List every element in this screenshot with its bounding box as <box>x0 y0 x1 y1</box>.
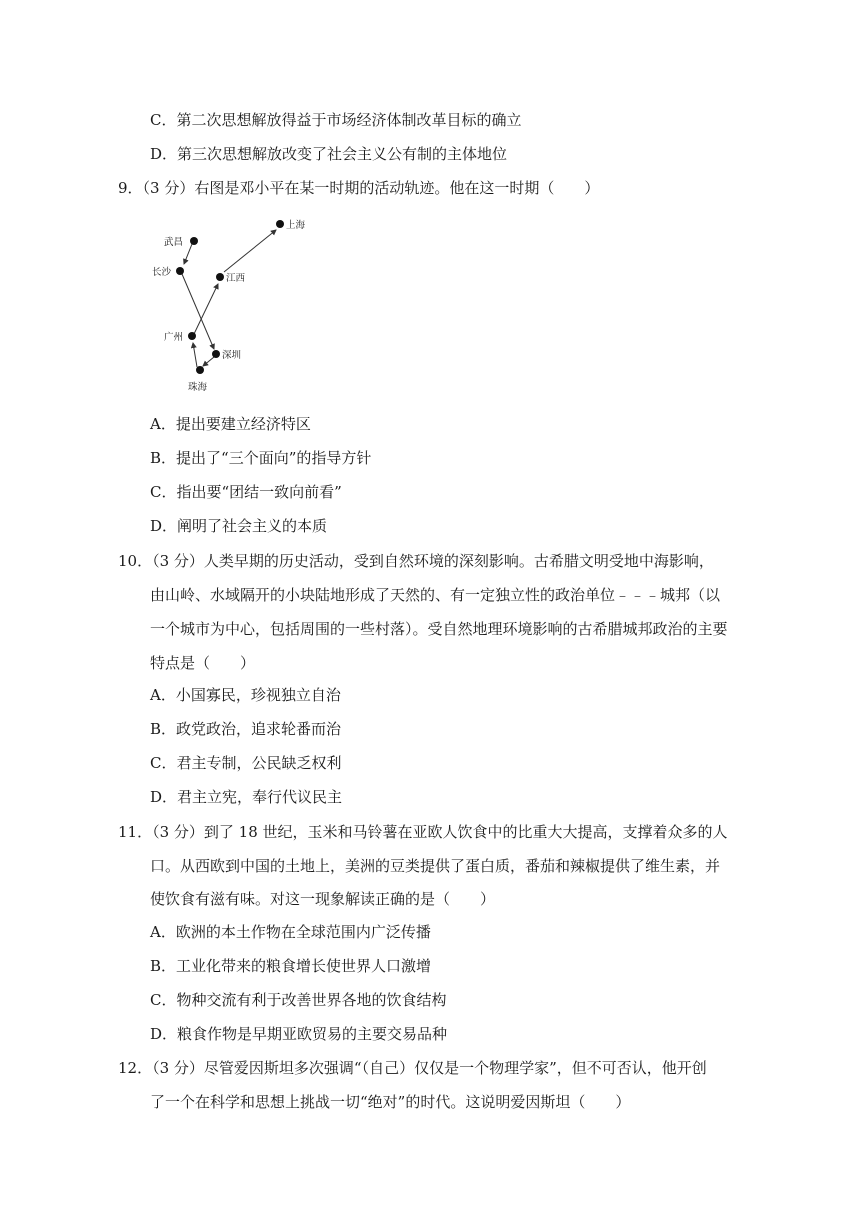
dot-changsha <box>176 267 184 275</box>
label-wuchang: 武昌 <box>164 237 184 248</box>
q8-option-d: D．第三次思想解放改变了社会主义公有制的主体地位 <box>150 145 508 163</box>
label-shanghai: 上海 <box>286 220 306 231</box>
label-shenzhen: 深圳 <box>222 350 242 361</box>
dot-shenzhen <box>212 350 220 358</box>
q9-option-d: D．阐明了社会主义的本质 <box>150 517 328 535</box>
route-wuchang-changsha <box>184 244 192 264</box>
q11-option-a: A．欧洲的本土作物在全球范围内广泛传播 <box>150 923 431 941</box>
q9-route-map <box>150 212 320 402</box>
route-guangzhou-jiangxi <box>194 284 218 334</box>
dot-shanghai <box>276 220 284 228</box>
route-zhuhai-guangzhou <box>193 343 197 367</box>
label-changsha: 长沙 <box>152 267 172 278</box>
q11-option-c: C．物种交流有利于改善世界各地的饮食结构 <box>150 991 447 1009</box>
dot-guangzhou <box>188 332 196 340</box>
q10-stem-line-1: 10．（3 分）人类早期的历史活动，受到自然环境的深刻影响。古希腊文明受地中海影响， <box>118 552 714 570</box>
q9-option-b: B．提出了“三个面向”的指导方针 <box>150 449 372 467</box>
q11-stem-line-3: 使饮食有滋有味。对这一现象解读正确的是（ ） <box>150 890 496 908</box>
q8-option-c: C．第二次思想解放得益于市场经济体制改革目标的确立 <box>150 111 522 129</box>
q11-option-b: B．工业化带来的粮食增长使世界人口激增 <box>150 957 432 975</box>
q10-option-c: C．君主专制，公民缺乏权利 <box>150 754 342 772</box>
q10-stem-line-2: 由山岭、水域隔开的小块陆地形成了天然的、有一定独立性的政治单位﹣﹣﹣城邦（以 <box>150 586 721 604</box>
label-zhuhai: 珠海 <box>188 382 208 393</box>
q10-option-d: D．君主立宪，奉行代议民主 <box>150 788 343 806</box>
q9-stem: 9．（3 分）右图是邓小平在某一时期的活动轨迹。他在这一时期（ ） <box>118 179 600 197</box>
route-jiangxi-shanghai <box>224 230 276 272</box>
dot-zhuhai <box>196 366 204 374</box>
q9-option-a: A．提出要建立经济特区 <box>150 415 311 433</box>
q11-stem-line-2: 口。从西欧到中国的土地上，美洲的豆类提供了蛋白质，番茄和辣椒提供了维生素，并 <box>150 857 721 875</box>
dot-wuchang <box>190 237 198 245</box>
q11-stem-line-1: 11．（3 分）到了 18 世纪，玉米和马铃薯在亚欧人饮食中的比重大大提高，支撑着众多的人 <box>118 823 728 841</box>
q10-option-b: B．政党政治，追求轮番而治 <box>150 720 342 738</box>
q10-stem-line-4: 特点是（ ） <box>150 654 256 672</box>
q11-option-d: D．粮食作物是早期亚欧贸易的主要交易品种 <box>150 1025 448 1043</box>
label-jiangxi: 江西 <box>226 273 246 284</box>
q12-stem-line-1: 12．（3 分）尽管爱因斯坦多次强调“（自己）仅仅是一个物理学家”，但不可否认，他开创 <box>118 1059 707 1077</box>
q9-option-c: C．指出要“团结一致向前看” <box>150 483 342 501</box>
route-changsha-shenzhen <box>182 274 214 349</box>
q10-option-a: A．小国寡民，珍视独立自治 <box>150 686 341 704</box>
route-shenzhen-zhuhai <box>203 357 214 366</box>
q10-stem-line-3: 一个城市为中心，包括周围的一些村落）。受自然地理环境影响的古希腊城邦政治的主要 <box>150 620 728 638</box>
dot-jiangxi <box>216 273 224 281</box>
q12-stem-line-2: 了一个在科学和思想上挑战一切“绝对”的时代。这说明爱因斯坦（ ） <box>150 1093 631 1111</box>
label-guangzhou: 广州 <box>164 332 184 343</box>
